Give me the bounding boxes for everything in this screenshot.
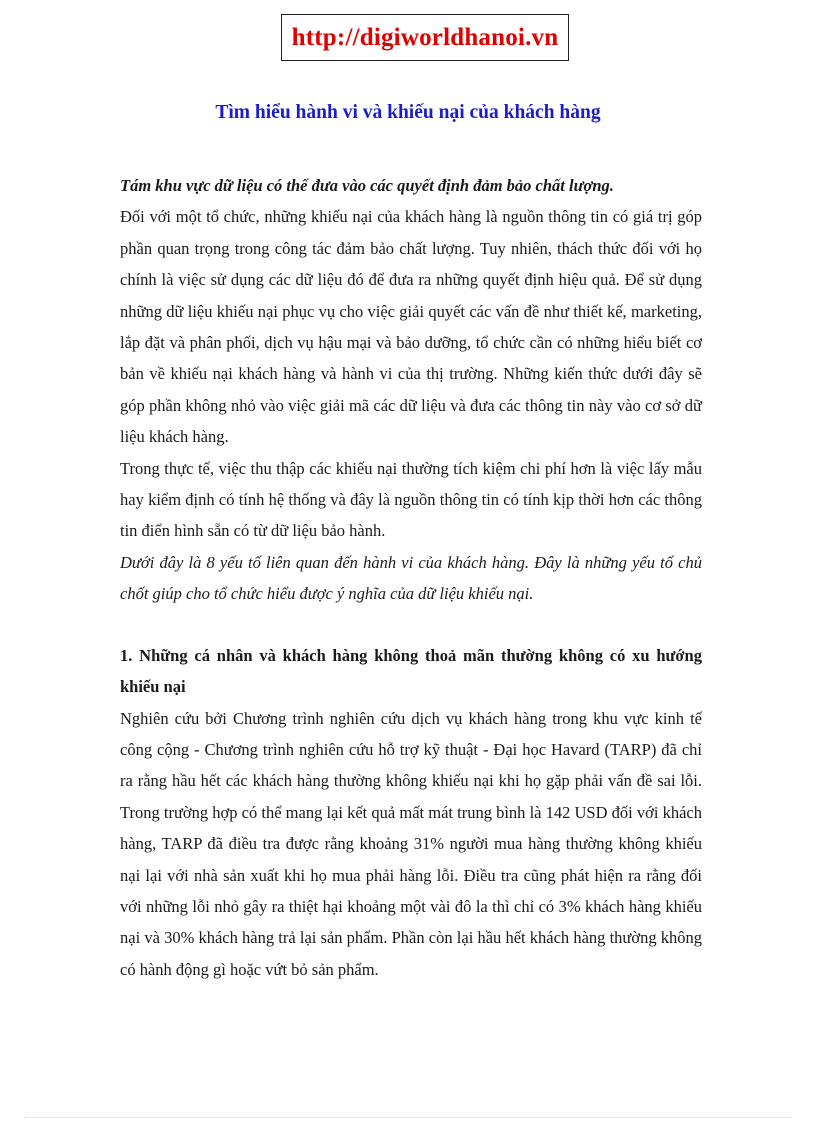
intro-heading: Tám khu vực dữ liệu có thể đưa vào các quyết định đảm bảo chất lượng. xyxy=(120,176,614,195)
paragraph: Trong thực tế, việc thu thập các khiếu nại thường tích kiệm chi phí hơn là việc lấy mẫu hay kiểm định có tính hệ thống và đây là nguồn thông tin có tính kịp thời hơn các thông tin điển hình sẵn có từ dữ liệu bảo hành. xyxy=(120,458,702,541)
document-title: Tìm hiểu hành vi và khiếu nại của khách hàng xyxy=(215,102,601,123)
paragraph: Đối với một tổ chức, những khiếu nại của khách hàng là nguồn thông tin có giá trị góp phần quan trọng trong công tác đảm bảo chất lượng. Tuy nhiên, thách thức đối với họ chính là việc sử dụng các dữ liệu đó để đưa ra những quyết định hiệu quả. Để sử dụng những dữ liệu khiếu nại phục vụ cho việc giải quyết các vấn đề như thiết kế, marketing, lắp đặt và phân phối, dịch vụ hậu mại và bảo dưỡng, tổ chức cần có những hiểu biết cơ bản về khiếu nại khách hàng và hành vi của thị trường. Những kiến thức dưới đây sẽ góp phần không nhỏ vào việc giải mã các dữ liệu và đưa các thông tin này vào cơ sở dữ liệu khách hàng. xyxy=(120,207,702,447)
page-bottom-divider xyxy=(24,1117,792,1118)
document-body xyxy=(120,170,702,985)
section-heading: 1. Những cá nhân và khách hàng không thoả mãn thường không có xu hướng khiếu nại xyxy=(120,645,702,697)
section-body: Nghiên cứu bởi Chương trình nghiên cứu dịch vụ khách hàng trong khu vực kinh tế công cộng - Chương trình nghiên cứu hỗ trợ kỹ thuật - Đại học Havard (TARP) đã chỉ ra rằng hầu hết các khách hàng thường không khiếu nại khi họ gặp phải vấn đề sai lỗi. Trong trường hợp có thể mang lại kết quả mất mát trung bình là 142 USD đối với khách hàng, TARP đã điều tra được rằng khoảng 31% người mua hàng thường không khiếu nại lại với nhà sản xuất khi họ mua phải hàng lỗi. Điều tra cũng phát hiện ra rằng đối với những lỗi nhỏ gây ra thiệt hại khoảng một vài đô la thì chỉ có 3% khách hàng khiếu nại và 30% khách hàng trả lại sản phẩm. Phần còn lại hầu hết khách hàng thường không có hành động gì hoặc vứt bỏ sản phẩm. xyxy=(120,708,702,979)
italic-paragraph: Dưới đây là 8 yếu tố liên quan đến hành vi của khách hàng. Đây là những yếu tố chủ chốt giúp cho tổ chức hiểu được ý nghĩa của dữ liệu khiếu nại. xyxy=(120,552,702,604)
website-url: http://digiworldhanoi.vn xyxy=(291,23,559,51)
url-banner xyxy=(281,14,569,61)
